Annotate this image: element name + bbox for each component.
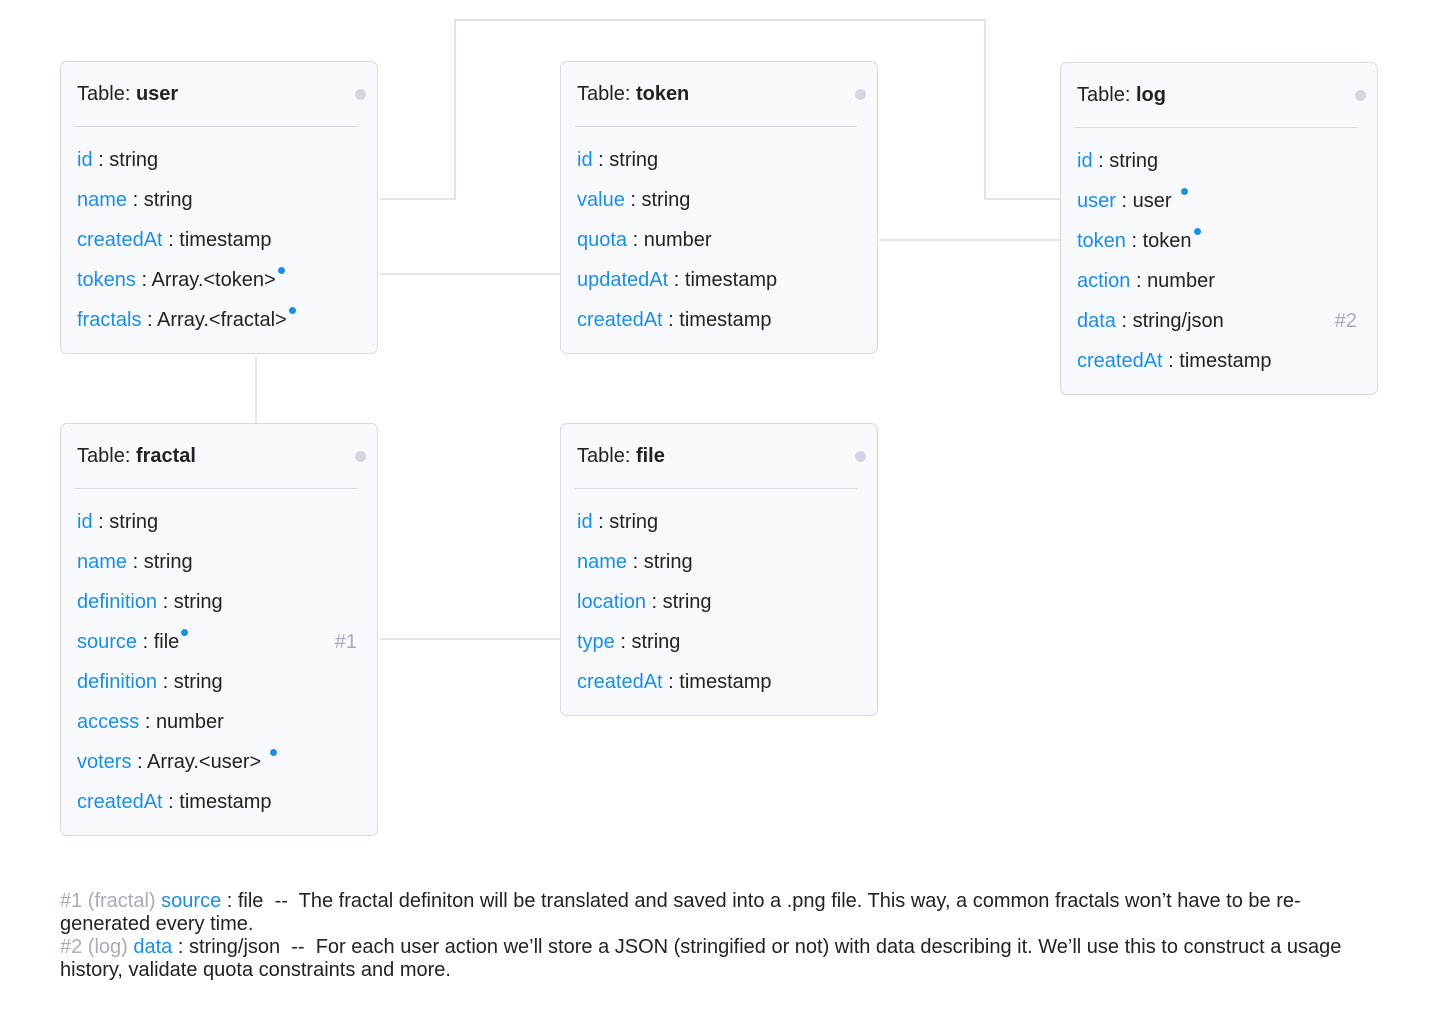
field-row[interactable]	[61, 264, 377, 304]
footnote-2	[60, 936, 1390, 982]
table-name: user	[135, 83, 179, 105]
field-name: user	[1077, 190, 1116, 212]
field-row[interactable]	[561, 264, 877, 304]
table-name: token	[635, 83, 690, 105]
field-row[interactable]	[561, 546, 877, 586]
field-row[interactable]	[1061, 305, 1377, 345]
table-status-dot[interactable]	[355, 89, 366, 100]
field-row[interactable]	[561, 184, 877, 224]
field-separator: :	[162, 671, 169, 693]
field-row[interactable]	[61, 666, 377, 706]
field-row[interactable]	[1061, 345, 1377, 385]
field-separator: :	[1131, 230, 1138, 252]
field-type: timestamp	[179, 791, 272, 813]
reference-dot-icon	[270, 749, 277, 756]
footnote-type: : file	[226, 890, 264, 912]
field-name: location	[577, 591, 646, 613]
field-type: string	[609, 149, 659, 171]
reference-dot-icon	[1194, 228, 1201, 235]
field-separator: :	[98, 511, 104, 533]
note-reference[interactable]: #2	[1334, 310, 1357, 332]
footnote-field: data	[133, 936, 173, 958]
field-separator: :	[144, 711, 151, 733]
footnote-type: : string/json	[177, 936, 281, 958]
field-name: createdAt	[77, 791, 163, 813]
field-separator: :	[132, 189, 139, 211]
field-type: string	[173, 591, 223, 613]
field-row[interactable]	[61, 786, 377, 826]
field-list	[561, 489, 877, 715]
table-status-dot[interactable]	[355, 451, 366, 462]
field-separator: :	[98, 149, 104, 171]
field-row[interactable]	[61, 506, 377, 546]
field-name: name	[77, 551, 128, 573]
field-type: Array.<fractal>	[157, 309, 287, 331]
field-list	[61, 489, 377, 835]
field-name: createdAt	[77, 229, 163, 251]
field-name: createdAt	[577, 309, 663, 331]
field-type: string	[1109, 150, 1159, 172]
field-row[interactable]	[1061, 185, 1377, 225]
field-name: definition	[77, 591, 158, 613]
field-separator: :	[168, 791, 174, 813]
field-name: tokens	[77, 269, 136, 291]
field-row[interactable]	[61, 144, 377, 184]
footnote-ref: #1 (fractal)	[60, 890, 156, 912]
table-title-prefix: Table:	[577, 83, 631, 105]
table-file[interactable]	[560, 423, 878, 716]
field-separator: :	[620, 631, 626, 653]
field-row[interactable]	[561, 304, 877, 344]
field-type: string	[631, 631, 681, 653]
footnote-dash: --	[291, 936, 305, 958]
reference-dot-icon	[181, 629, 188, 636]
table-log[interactable]	[1060, 62, 1378, 395]
field-separator: :	[598, 511, 604, 533]
field-separator: :	[673, 269, 680, 291]
footnotes	[60, 890, 1390, 982]
field-name: fractals	[77, 309, 142, 331]
field-type: file	[153, 631, 180, 653]
field-name: access	[77, 711, 140, 733]
field-type: string	[109, 511, 159, 533]
field-type: timestamp	[684, 269, 778, 291]
field-separator: :	[162, 591, 169, 613]
field-separator: :	[1121, 190, 1128, 212]
field-separator: :	[147, 309, 153, 331]
field-row[interactable]	[61, 626, 377, 666]
field-row[interactable]	[61, 706, 377, 746]
field-list	[561, 127, 877, 353]
field-row[interactable]	[61, 586, 377, 626]
field-separator: :	[668, 671, 674, 693]
table-header	[74, 424, 358, 489]
table-header	[574, 424, 858, 489]
field-row[interactable]	[61, 746, 377, 786]
table-title	[577, 444, 665, 468]
field-separator: :	[632, 551, 639, 573]
field-separator: :	[668, 309, 674, 331]
footnote-ref: #2 (log)	[60, 936, 128, 958]
field-type: number	[643, 229, 712, 251]
field-name: value	[577, 189, 625, 211]
footnote-field: source	[161, 890, 222, 912]
field-name: updatedAt	[577, 269, 669, 291]
table-title	[1077, 83, 1166, 107]
table-title-prefix: Table:	[1077, 84, 1131, 106]
reference-dot-icon	[289, 307, 296, 314]
field-type: token	[1142, 230, 1192, 252]
field-name: token	[1077, 230, 1126, 252]
field-name: name	[77, 189, 128, 211]
field-type: Array.<user>	[147, 751, 262, 773]
field-name: data	[1077, 310, 1116, 332]
field-name: id	[77, 149, 93, 171]
field-type: string/json	[1132, 310, 1224, 332]
field-separator: :	[1098, 150, 1104, 172]
field-separator: :	[630, 189, 636, 211]
field-type: user	[1132, 190, 1172, 212]
table-user[interactable]	[60, 61, 378, 354]
field-type: timestamp	[679, 671, 772, 693]
table-header	[1074, 63, 1358, 128]
field-row[interactable]	[1061, 265, 1377, 305]
table-title	[77, 444, 196, 468]
table-title	[77, 82, 178, 106]
field-separator: :	[598, 149, 604, 171]
field-row[interactable]	[61, 546, 377, 586]
field-type: string	[143, 551, 193, 573]
field-type: timestamp	[679, 309, 772, 331]
reference-dot-icon	[1181, 188, 1188, 195]
table-name: log	[1135, 84, 1166, 106]
field-list	[61, 127, 377, 353]
footnote-1	[60, 890, 1390, 936]
table-name: file	[635, 445, 665, 467]
field-type: string	[173, 671, 223, 693]
field-row[interactable]	[1061, 145, 1377, 185]
table-header	[574, 62, 858, 127]
field-name: id	[1077, 150, 1093, 172]
field-row[interactable]	[61, 184, 377, 224]
field-row[interactable]	[561, 224, 877, 264]
field-name: source	[77, 631, 138, 653]
field-name: type	[577, 631, 615, 653]
field-type: number	[155, 711, 224, 733]
field-separator: :	[651, 591, 658, 613]
footnote-text: For each user action we’ll store a JSON (stringified or not) with data describing it. We’ll use this to construct a usage history, validate quota constraints and more.	[60, 936, 1342, 981]
table-status-dot[interactable]	[1355, 90, 1366, 101]
footnote-dash: --	[274, 890, 288, 912]
table-title-prefix: Table:	[77, 445, 131, 467]
field-name: id	[77, 511, 93, 533]
table-title-prefix: Table:	[577, 445, 631, 467]
field-name: name	[577, 551, 628, 573]
field-separator: :	[168, 229, 174, 251]
field-type: string	[662, 591, 712, 613]
field-name: id	[577, 149, 593, 171]
field-separator: :	[137, 751, 143, 773]
field-row[interactable]	[561, 506, 877, 546]
field-name: id	[577, 511, 593, 533]
field-type: number	[1147, 270, 1215, 292]
field-type: string	[109, 149, 159, 171]
field-name: action	[1077, 270, 1131, 292]
field-name: createdAt	[577, 671, 663, 693]
field-name: quota	[577, 229, 628, 251]
field-type: string	[143, 189, 193, 211]
field-separator: :	[132, 551, 139, 573]
field-name: definition	[77, 671, 158, 693]
table-token[interactable]	[560, 61, 878, 354]
table-fractal[interactable]	[60, 423, 378, 836]
reference-dot-icon	[278, 267, 285, 274]
field-row[interactable]	[561, 144, 877, 184]
field-type: timestamp	[1179, 350, 1272, 372]
field-separator: :	[141, 269, 148, 291]
table-name: fractal	[135, 445, 196, 467]
field-type: string	[609, 511, 659, 533]
field-row[interactable]	[1061, 225, 1377, 265]
field-separator: :	[142, 631, 149, 653]
field-type: string	[641, 189, 691, 211]
field-row[interactable]	[561, 586, 877, 626]
field-type: Array.<token>	[151, 269, 276, 291]
table-status-dot[interactable]	[855, 89, 866, 100]
field-separator: :	[1121, 310, 1128, 332]
field-separator: :	[1135, 270, 1142, 292]
field-separator: :	[632, 229, 639, 251]
table-title	[577, 82, 689, 106]
table-status-dot[interactable]	[855, 451, 866, 462]
field-row[interactable]	[61, 304, 377, 344]
field-name: voters	[77, 751, 132, 773]
field-type: timestamp	[179, 229, 272, 251]
field-separator: :	[1168, 350, 1174, 372]
field-row[interactable]	[561, 626, 877, 666]
field-list	[1061, 128, 1377, 394]
footnote-text: The fractal definiton will be translated and saved into a .png file. This way, a common fractals won’t have to be re-generated every time.	[60, 890, 1301, 935]
field-row[interactable]	[61, 224, 377, 264]
table-header	[74, 62, 358, 127]
field-type: string	[643, 551, 693, 573]
field-name: createdAt	[1077, 350, 1163, 372]
table-title-prefix: Table:	[77, 83, 131, 105]
field-row[interactable]	[561, 666, 877, 706]
note-reference[interactable]: #1	[334, 631, 357, 653]
